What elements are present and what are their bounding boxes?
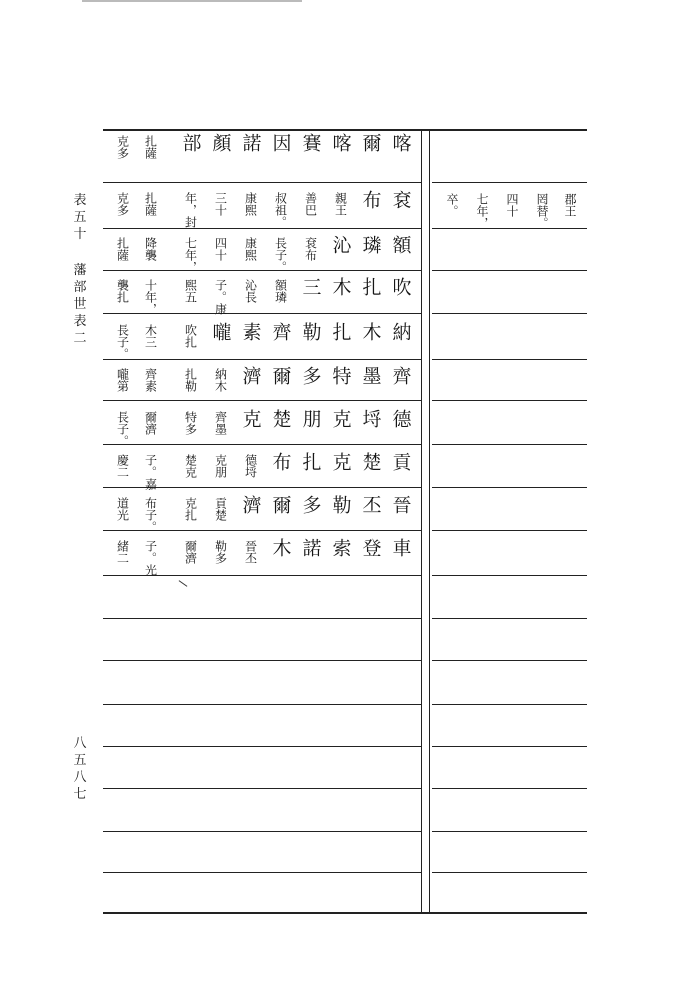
name-cell	[266, 133, 294, 154]
cell-text: 克扎	[183, 497, 198, 521]
name-cell	[356, 133, 384, 154]
annotation-cell	[176, 411, 204, 435]
cell-text: 埒	[359, 409, 382, 430]
name-cell	[356, 190, 384, 211]
cell-text: 康熙	[243, 237, 258, 261]
annotation-cell	[236, 192, 264, 216]
cell-text: 德埒	[243, 454, 258, 478]
row-separator	[432, 704, 587, 705]
cell-text: 璘	[359, 235, 382, 256]
cell-text: 子。康	[213, 279, 228, 315]
cell-text: 吹扎	[183, 324, 198, 348]
row-separator	[103, 788, 322, 789]
row-separator	[322, 788, 421, 789]
margin-title	[70, 192, 90, 243]
row-separator	[322, 270, 421, 271]
name-cell	[266, 366, 294, 387]
right-entry-text: 七年，	[475, 193, 489, 229]
page-number-char: 七	[73, 787, 87, 802]
name-cell	[296, 366, 324, 387]
name-cell	[296, 409, 324, 430]
row-separator	[432, 400, 587, 401]
row-separator	[103, 746, 322, 747]
annotation-cell	[236, 454, 264, 478]
name-cell	[266, 452, 294, 473]
annotation-cell	[206, 237, 234, 261]
row-separator	[322, 359, 421, 360]
cell-text: 賽	[299, 133, 322, 154]
name-cell	[206, 322, 234, 343]
row-separator	[103, 182, 322, 183]
annotation-cell	[176, 237, 204, 273]
row-separator	[322, 831, 421, 832]
row-separator	[322, 444, 421, 445]
row-separator	[432, 228, 587, 229]
margin-title-char: 五	[73, 210, 87, 225]
row-separator	[322, 228, 421, 229]
cell-text: 襲扎	[115, 279, 130, 303]
row-separator	[322, 746, 421, 747]
cell-text: 親王	[333, 192, 348, 216]
name-cell	[356, 235, 384, 256]
name-cell	[296, 538, 324, 559]
cell-text: 素	[239, 322, 262, 343]
cell-text: 三	[299, 277, 322, 298]
annotation-cell	[108, 237, 136, 261]
name-cell	[206, 133, 234, 154]
annotation-cell	[176, 192, 204, 228]
cell-text: 十年，	[143, 279, 158, 315]
cell-text: 克朋	[213, 454, 228, 478]
margin-subtitle-char: 二	[73, 331, 87, 346]
cell-text: 部	[179, 133, 202, 154]
margin-subtitle	[70, 262, 90, 347]
cell-text: 扎	[329, 322, 352, 343]
annotation-cell	[136, 237, 164, 261]
cell-text: 子。光	[143, 540, 158, 576]
row-separator	[322, 182, 421, 183]
row-separator	[103, 400, 322, 401]
annotation-cell	[176, 324, 204, 348]
cell-text: 扎	[299, 452, 322, 473]
row-separator	[432, 618, 587, 619]
annotation-cell	[108, 454, 136, 478]
table-top-border	[103, 129, 587, 131]
row-separator	[432, 182, 587, 183]
cell-text: 車	[389, 538, 412, 559]
cell-text: 爾濟	[183, 540, 198, 564]
cell-text: 爾	[269, 495, 292, 516]
annotation-cell	[296, 237, 324, 261]
cell-text: 納	[389, 322, 412, 343]
row-separator	[103, 228, 322, 229]
annotation-cell	[136, 279, 164, 315]
right-entry-text: 郡王	[563, 193, 577, 217]
row-separator	[322, 400, 421, 401]
name-cell	[356, 322, 384, 343]
annotation-cell	[176, 279, 204, 303]
cell-text: 康熙	[243, 192, 258, 216]
cell-text: 扎薩	[115, 237, 130, 261]
annotation-cell	[206, 411, 234, 435]
name-cell	[296, 277, 324, 298]
name-cell	[266, 495, 294, 516]
name-cell	[356, 495, 384, 516]
annotation-cell	[108, 368, 136, 392]
cell-text: 貢	[389, 452, 412, 473]
name-cell	[296, 452, 324, 473]
annotation-cell	[136, 192, 164, 216]
cell-text: 布子。	[143, 497, 158, 533]
name-cell	[356, 452, 384, 473]
row-separator	[432, 746, 587, 747]
right-entry-text: 四十	[505, 193, 519, 217]
name-cell	[236, 409, 264, 430]
name-cell	[326, 538, 354, 559]
row-separator	[322, 660, 421, 661]
row-separator	[322, 618, 421, 619]
annotation-cell	[266, 279, 294, 303]
margin-subtitle-char: 藩	[73, 263, 87, 278]
cell-text: 齊	[389, 366, 412, 387]
cell-text: 扎薩	[143, 192, 158, 216]
name-cell	[296, 322, 324, 343]
name-cell	[356, 538, 384, 559]
cell-text: 嚨	[209, 322, 232, 343]
cell-text: 年，封	[183, 192, 198, 228]
cell-text: 慶二	[115, 454, 130, 478]
annotation-cell	[236, 540, 264, 564]
cell-text: 丕	[359, 495, 382, 516]
row-separator	[322, 487, 421, 488]
annotation-cell	[136, 411, 164, 435]
cell-text: 吹	[389, 277, 412, 298]
annotation-cell	[108, 279, 136, 303]
cell-text: 勒多	[213, 540, 228, 564]
annotation-cell	[176, 497, 204, 521]
cell-text: 木	[269, 538, 292, 559]
row-separator	[432, 831, 587, 832]
annotation-cell	[206, 279, 234, 315]
section-divider	[421, 129, 422, 914]
margin-title-char: 表	[73, 193, 87, 208]
name-cell	[386, 366, 414, 387]
cell-text: 多	[299, 495, 322, 516]
annotation-cell	[266, 192, 294, 228]
name-cell	[386, 495, 414, 516]
cell-text: 索	[329, 538, 352, 559]
row-separator	[322, 530, 421, 531]
name-cell	[386, 538, 414, 559]
cell-text: 沁	[329, 235, 352, 256]
row-separator	[103, 618, 322, 619]
cell-text: 額	[389, 235, 412, 256]
cell-text: 緒二	[115, 540, 130, 564]
row-separator	[432, 487, 587, 488]
margin-subtitle-char: 部	[73, 280, 87, 295]
name-cell	[386, 322, 414, 343]
annotation-cell	[206, 454, 234, 478]
cell-text: 扎薩	[143, 135, 158, 159]
name-cell	[266, 322, 294, 343]
cell-text: 克多	[115, 192, 130, 216]
cell-text: 墨	[359, 366, 382, 387]
annotation-cell	[236, 237, 264, 261]
name-cell	[326, 133, 354, 154]
annotation-cell	[136, 368, 164, 392]
cell-text: 長子。	[115, 324, 130, 360]
cell-text: 克	[329, 452, 352, 473]
annotation-cell	[108, 411, 136, 447]
name-cell	[326, 452, 354, 473]
name-cell	[386, 133, 414, 154]
section-divider	[429, 129, 430, 914]
cell-text: 納木	[213, 368, 228, 392]
cell-text: 諾	[239, 133, 262, 154]
name-cell	[356, 409, 384, 430]
row-separator	[432, 270, 587, 271]
annotation-cell	[136, 540, 164, 576]
cell-text: 貢楚	[213, 497, 228, 521]
scan-edge-mark	[82, 0, 302, 2]
margin-title-char: 十	[73, 227, 87, 242]
cell-text: 額璘	[273, 279, 288, 303]
cell-text: 楚	[359, 452, 382, 473]
name-cell	[326, 409, 354, 430]
cell-text: 德	[389, 409, 412, 430]
annotation-cell	[136, 454, 164, 490]
page-number	[70, 735, 90, 803]
row-separator	[322, 575, 421, 576]
cell-text: 長子。	[273, 237, 288, 273]
name-cell	[326, 322, 354, 343]
annotation-cell	[136, 324, 164, 348]
cell-text: 木	[329, 277, 352, 298]
cell-text: 喀	[329, 133, 352, 154]
row-separator	[432, 444, 587, 445]
cell-text: 齊墨	[213, 411, 228, 435]
cell-text: 嚨第	[115, 368, 130, 392]
name-cell	[266, 538, 294, 559]
name-cell	[326, 235, 354, 256]
name-cell	[236, 366, 264, 387]
cell-text: 善巴	[303, 192, 318, 216]
row-separator	[103, 704, 322, 705]
margin-subtitle-char: 表	[73, 314, 87, 329]
page-number-char: 八	[73, 736, 87, 751]
right-entry-text: 卒。	[445, 193, 459, 217]
annotation-cell	[326, 192, 354, 216]
cell-text: 楚克	[183, 454, 198, 478]
cell-text: 袞布	[303, 237, 318, 261]
cell-text: 長子。	[115, 411, 130, 447]
name-cell	[266, 409, 294, 430]
cell-text: 扎勒	[183, 368, 198, 392]
cell-text: 沁長	[243, 279, 258, 303]
cell-text: 克多	[115, 135, 130, 159]
name-cell	[386, 452, 414, 473]
cell-text: 爾濟	[143, 411, 158, 435]
annotation-cell	[206, 497, 234, 521]
cell-text: 木三	[143, 324, 158, 348]
page-number-char: 八	[73, 770, 87, 785]
annotation-cell	[176, 368, 204, 392]
cell-text: 叔祖。	[273, 192, 288, 228]
cell-text: 晉丕	[243, 540, 258, 564]
row-separator	[322, 313, 421, 314]
cell-text: 道光	[115, 497, 130, 521]
annotation-cell	[108, 497, 136, 521]
annotation-cell	[108, 135, 136, 159]
row-separator	[432, 660, 587, 661]
name-cell	[326, 495, 354, 516]
cell-text: 四十	[213, 237, 228, 261]
name-cell	[176, 133, 204, 154]
cell-text: 勒	[329, 495, 352, 516]
row-separator	[103, 831, 322, 832]
cell-text: 晉	[389, 495, 412, 516]
cell-text: 朋	[299, 409, 322, 430]
name-cell	[386, 409, 414, 430]
cell-text: 降襲	[143, 237, 158, 261]
name-cell	[296, 495, 324, 516]
cell-text: 特多	[183, 411, 198, 435]
annotation-cell	[108, 192, 136, 216]
stray-mark	[179, 580, 188, 587]
annotation-cell	[236, 279, 264, 303]
name-cell	[296, 133, 324, 154]
cell-text: 克	[329, 409, 352, 430]
page-number-char: 五	[73, 753, 87, 768]
name-cell	[326, 366, 354, 387]
cell-text: 顏	[209, 133, 232, 154]
name-cell	[386, 235, 414, 256]
annotation-cell	[206, 192, 234, 216]
cell-text: 齊素	[143, 368, 158, 392]
margin-subtitle-char: 世	[73, 297, 87, 312]
name-cell	[356, 366, 384, 387]
cell-text: 多	[299, 366, 322, 387]
cell-text: 因	[269, 133, 292, 154]
row-separator	[322, 704, 421, 705]
annotation-cell	[108, 324, 136, 360]
cell-text: 子。嘉	[143, 454, 158, 490]
name-cell	[386, 277, 414, 298]
table-bottom-border	[103, 912, 587, 914]
cell-text: 布	[269, 452, 292, 473]
annotation-cell	[136, 135, 164, 159]
name-cell	[236, 495, 264, 516]
right-entry-text: 罔替。	[535, 193, 549, 229]
name-cell	[236, 133, 264, 154]
row-separator	[432, 788, 587, 789]
annotation-cell	[206, 540, 234, 564]
cell-text: 克	[239, 409, 262, 430]
name-cell	[386, 190, 414, 211]
cell-text: 爾	[359, 133, 382, 154]
cell-text: 濟	[239, 366, 262, 387]
annotation-cell	[206, 368, 234, 392]
annotation-cell	[296, 192, 324, 216]
row-separator	[432, 872, 587, 873]
cell-text: 濟	[239, 495, 262, 516]
annotation-cell	[266, 237, 294, 273]
cell-text: 齊	[269, 322, 292, 343]
cell-text: 扎	[359, 277, 382, 298]
cell-text: 登	[359, 538, 382, 559]
name-cell	[326, 277, 354, 298]
cell-text: 木	[359, 322, 382, 343]
cell-text: 喀	[389, 133, 412, 154]
cell-text: 爾	[269, 366, 292, 387]
row-separator	[432, 530, 587, 531]
cell-text: 楚	[269, 409, 292, 430]
cell-text: 布	[359, 190, 382, 211]
row-separator	[322, 872, 421, 873]
row-separator	[103, 872, 322, 873]
cell-text: 勒	[299, 322, 322, 343]
annotation-cell	[176, 454, 204, 478]
annotation-cell	[176, 540, 204, 564]
cell-text: 熙五	[183, 279, 198, 303]
row-separator	[103, 660, 322, 661]
row-separator	[432, 359, 587, 360]
cell-text: 三十	[213, 192, 228, 216]
name-cell	[236, 322, 264, 343]
annotation-cell	[108, 540, 136, 564]
cell-text: 袞	[389, 190, 412, 211]
row-separator	[432, 313, 587, 314]
row-separator	[432, 575, 587, 576]
cell-text: 諾	[299, 538, 322, 559]
annotation-cell	[136, 497, 164, 533]
cell-text: 特	[329, 366, 352, 387]
name-cell	[356, 277, 384, 298]
cell-text: 七年，	[183, 237, 198, 273]
